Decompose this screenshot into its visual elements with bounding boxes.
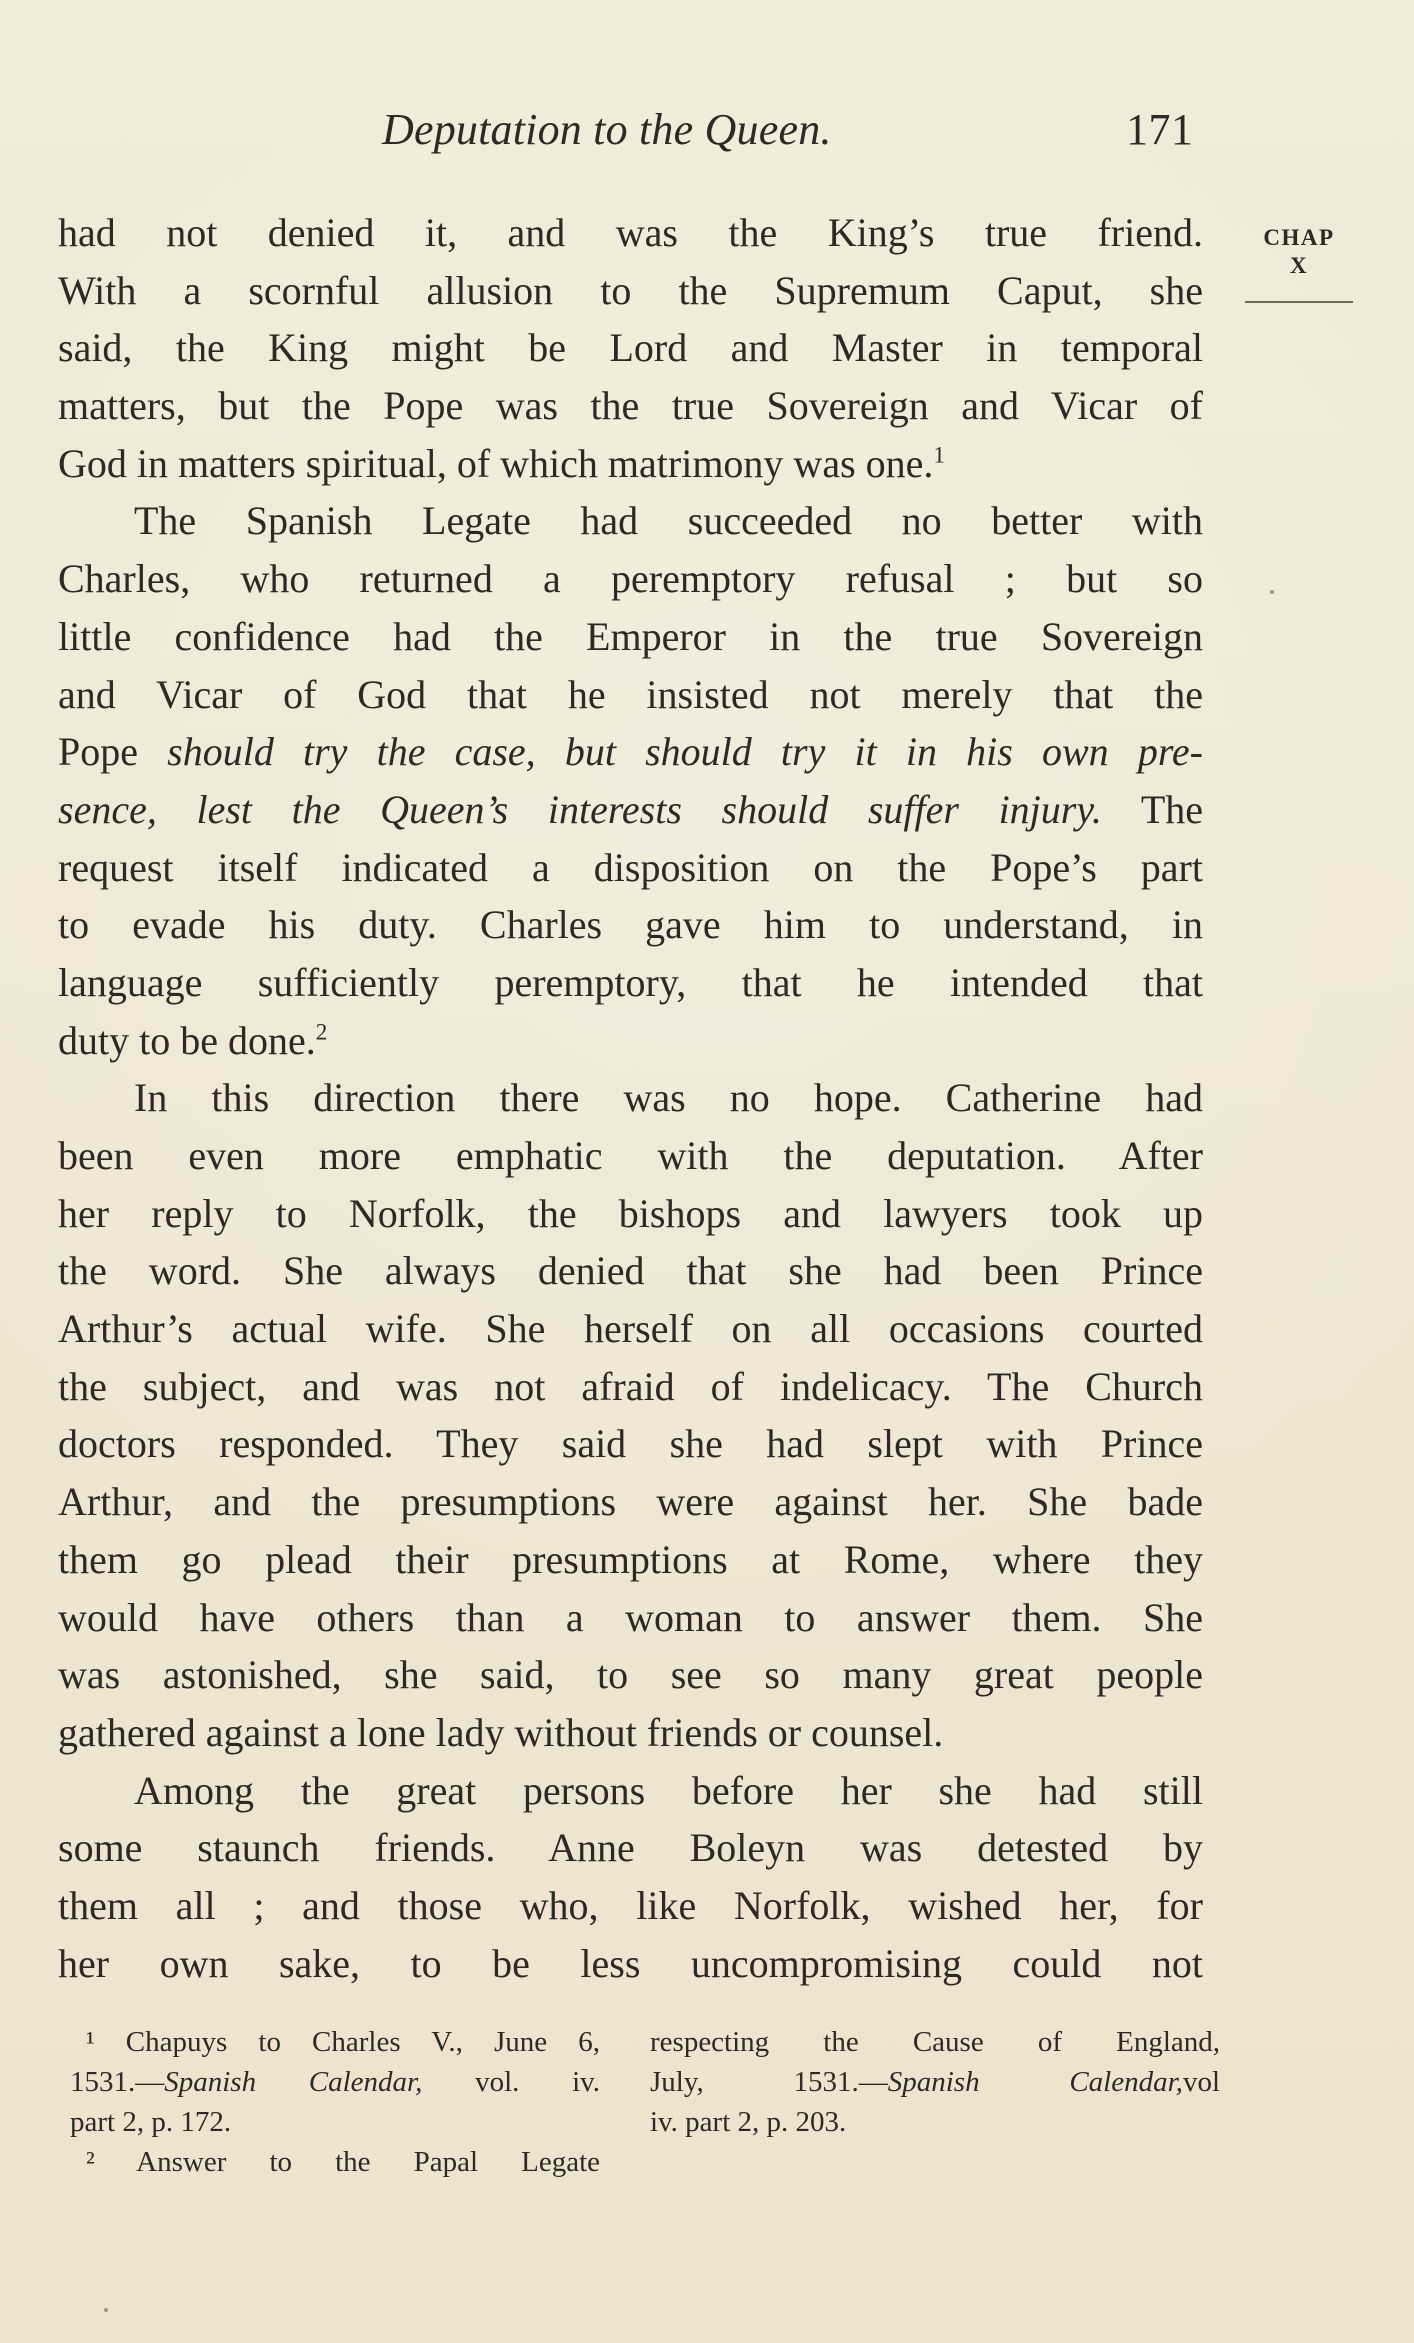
text-line — [58, 319, 1203, 377]
footnote-line — [70, 2062, 600, 2102]
text-line — [58, 1646, 1203, 1704]
text-line — [58, 608, 1203, 666]
text-line — [58, 954, 1203, 1012]
text-line — [58, 1069, 1203, 1127]
text-line-content: matters, but the Pope was the true Sovereign and Vicar of — [58, 383, 1203, 429]
text-line — [58, 1185, 1203, 1243]
text-line-content: language sufficiently peremptory, that he intended that — [58, 959, 1203, 1005]
chapter-margin-note — [1256, 224, 1342, 280]
chapter-label: CHAP — [1263, 225, 1335, 250]
text-line-suffix: The — [1101, 786, 1204, 832]
footnote-line — [650, 2102, 1220, 2142]
text-line-content: request itself indicated a disposition on the Pope’s part — [58, 844, 1203, 890]
footnote-italic: Spanish Calendar, — [887, 2066, 1183, 2098]
text-line-content: them go plead their presumptions at Rome, where they — [58, 1536, 1203, 1582]
text-line — [58, 550, 1203, 608]
text-line — [58, 1242, 1203, 1300]
text-line — [58, 1012, 1203, 1070]
text-line — [58, 492, 1203, 550]
footnote-line — [650, 2062, 1220, 2102]
text-line — [58, 1762, 1203, 1820]
footnote-text: 1531.— — [70, 2066, 165, 2098]
text-line — [58, 1473, 1203, 1531]
text-line — [58, 1877, 1203, 1935]
footnotes-right-column — [650, 2022, 1220, 2142]
footnote-marker: 2 — [315, 1019, 328, 1046]
footnote-line — [70, 2102, 600, 2142]
footnote-italic: Spanish Calendar, — [164, 2066, 423, 2098]
footnote-suffix: vol. iv. — [422, 2066, 601, 2098]
text-line-content: would have others than a woman to answer them. She — [58, 1594, 1203, 1640]
text-line-content: the word. She always denied that she had been Prince — [58, 1248, 1203, 1294]
footnote-number: ² — [86, 2146, 95, 2178]
text-line-content: the subject, and was not afraid of indelicacy. The Church — [58, 1363, 1203, 1409]
italic-emphasis: sence, lest the Queen’s interests should suffer injury. — [58, 786, 1102, 832]
footnote-marker: 1 — [933, 442, 945, 469]
text-line — [58, 377, 1203, 435]
text-line-content: God in matters spiritual, of which matrimony was one. — [58, 440, 934, 486]
text-line — [58, 204, 1203, 262]
footnote-text: iv. part 2, p. 203. — [650, 2106, 847, 2138]
footnote-text: part 2, p. 172. — [70, 2106, 232, 2138]
text-line-content: duty to be done. — [58, 1017, 316, 1063]
text-line-content: said, the King might be Lord and Master in temporal — [58, 325, 1203, 371]
text-line-content: some staunch friends. Anne Boleyn was detested by — [58, 1825, 1203, 1871]
text-line-content: In this direction there was no hope. Catherine had — [134, 1075, 1203, 1121]
chapter-number: X — [1289, 253, 1309, 278]
text-line — [58, 723, 1203, 781]
text-line-content: had not denied it, and was the King’s true friend. — [58, 210, 1203, 255]
footnotes-left-column — [70, 2022, 600, 2182]
paper-speck — [104, 2308, 108, 2312]
text-line — [58, 262, 1203, 320]
text-line-content: Arthur’s actual wife. She herself on all occasions courted — [58, 1306, 1203, 1352]
footnote-text: Answer to the Papal Legate — [94, 2146, 600, 2178]
text-line — [58, 435, 1203, 493]
paper-speck — [1270, 590, 1274, 594]
footnote-line — [650, 2022, 1220, 2062]
footnote-line — [70, 2142, 600, 2182]
text-line — [58, 1589, 1203, 1647]
text-line-content: her own sake, to be less uncompromising could not — [58, 1940, 1203, 1986]
footnote-number: ¹ — [86, 2026, 95, 2058]
text-line — [58, 666, 1203, 724]
page-number: 171 — [1126, 105, 1194, 154]
text-line-content: to evade his duty. Charles gave him to understand, in — [58, 902, 1203, 948]
text-line-content: been even more emphatic with the deputation. After — [58, 1133, 1203, 1178]
text-line — [58, 896, 1203, 954]
text-line — [58, 1127, 1203, 1185]
footnote-text: respecting the Cause of England, — [650, 2026, 1220, 2058]
main-text — [58, 204, 1203, 1992]
page-header — [0, 104, 1414, 164]
footnote-line — [70, 2022, 600, 2062]
text-line-content: was astonished, she said, to see so many great people — [58, 1652, 1203, 1698]
text-line — [58, 1415, 1203, 1473]
text-line — [58, 839, 1203, 897]
text-line-content: With a scornful allusion to the Supremum Caput, she — [58, 267, 1203, 313]
text-line — [58, 1704, 1203, 1762]
text-line — [58, 1300, 1203, 1358]
text-line-content: Charles, who returned a peremptory refusal ; but so — [58, 556, 1203, 602]
footnote-text: Chapuys to Charles V., June 6, — [94, 2026, 600, 2058]
chapter-rule — [1245, 301, 1353, 303]
text-line-content: them all ; and those who, like Norfolk, wished her, for — [58, 1882, 1203, 1928]
text-line-prefix: Pope — [58, 729, 168, 775]
text-line-content: doctors responded. They said she had slept with Prince — [58, 1421, 1203, 1467]
text-line — [58, 1358, 1203, 1416]
text-line-content: Among the great persons before her she had still — [134, 1767, 1203, 1813]
text-line — [58, 1531, 1203, 1589]
running-title: Deputation to the Queen. — [382, 105, 832, 154]
text-line-content: her reply to Norfolk, the bishops and lawyers took up — [58, 1190, 1203, 1236]
footnote-text: July, 1531.— — [650, 2066, 888, 2098]
text-line — [58, 781, 1203, 839]
text-line — [58, 1935, 1203, 1993]
text-line-content: The Spanish Legate had succeeded no better with — [134, 498, 1203, 544]
text-line-content: gathered against a lone lady without friends or counsel. — [58, 1709, 944, 1755]
text-line-content: little confidence had the Emperor in the true Sovereign — [58, 613, 1203, 659]
italic-emphasis: should try the case, but should try it in his own pre- — [167, 729, 1203, 775]
text-line-content: and Vicar of God that he insisted not merely that the — [58, 671, 1203, 717]
text-line — [58, 1819, 1203, 1877]
footnote-suffix: vol — [1182, 2066, 1220, 2098]
text-line-content: Arthur, and the presumptions were against her. She bade — [58, 1479, 1203, 1525]
